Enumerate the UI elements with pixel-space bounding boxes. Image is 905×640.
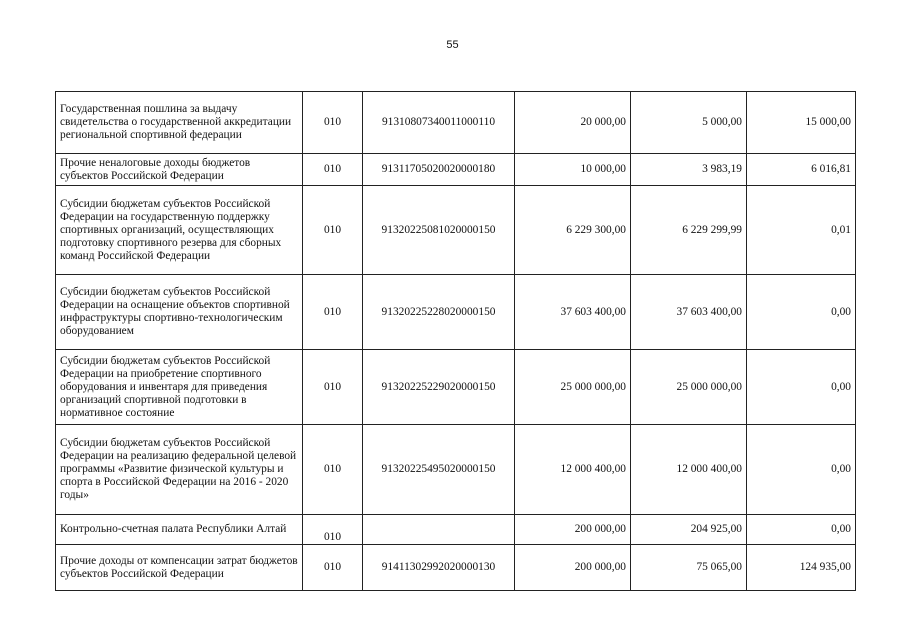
row-code: 010	[303, 275, 363, 350]
row-value-1: 10 000,00	[515, 154, 631, 186]
row-value-2: 5 000,00	[631, 92, 747, 154]
row-description: Субсидии бюджетам субъектов Российской Федерации на реализацию федеральной целевой программы «Развитие физической культуры и спорта в Российской Федерации на 2016 - 2020 годы»	[56, 425, 303, 515]
row-value-1: 12 000 400,00	[515, 425, 631, 515]
row-code: 010	[303, 92, 363, 154]
row-value-3: 0,00	[747, 275, 856, 350]
row-value-2: 3 983,19	[631, 154, 747, 186]
row-value-1: 37 603 400,00	[515, 275, 631, 350]
row-code: 010	[303, 186, 363, 275]
row-value-1: 20 000,00	[515, 92, 631, 154]
row-value-1: 6 229 300,00	[515, 186, 631, 275]
row-code: 010	[303, 350, 363, 425]
budget-table	[55, 91, 856, 591]
row-value-3: 6 016,81	[747, 154, 856, 186]
row-description: Субсидии бюджетам субъектов Российской Федерации на государственную поддержку спортивных организаций, осуществляющих подготовку спортивного резерва для сборных команд Российской Федерации	[56, 186, 303, 275]
row-description: Государственная пошлина за выдачу свидетельства о государственной аккредитации региональной спортивной федерации	[56, 92, 303, 154]
table-row	[56, 515, 856, 545]
row-classification-code: 91320225495020000150	[363, 425, 515, 515]
row-value-2: 6 229 299,99	[631, 186, 747, 275]
row-code: 010	[303, 154, 363, 186]
row-classification-code: 91320225081020000150	[363, 186, 515, 275]
table-row	[56, 425, 856, 515]
row-value-1: 200 000,00	[515, 545, 631, 591]
row-classification-code: 91310807340011000110	[363, 92, 515, 154]
table-row	[56, 186, 856, 275]
table-row	[56, 154, 856, 186]
row-value-3: 124 935,00	[747, 545, 856, 591]
row-classification-code: 91320225228020000150	[363, 275, 515, 350]
table-row	[56, 350, 856, 425]
row-code: 010	[303, 425, 363, 515]
row-code: 010	[303, 515, 363, 545]
row-value-3: 0,01	[747, 186, 856, 275]
row-description: Прочие неналоговые доходы бюджетов субъектов Российской Федерации	[56, 154, 303, 186]
row-value-3: 0,00	[747, 425, 856, 515]
table-row	[56, 545, 856, 591]
row-code: 010	[303, 545, 363, 591]
row-value-3: 0,00	[747, 350, 856, 425]
row-value-2: 37 603 400,00	[631, 275, 747, 350]
row-classification-code	[363, 515, 515, 545]
row-value-3: 15 000,00	[747, 92, 856, 154]
table-row	[56, 92, 856, 154]
row-description: Субсидии бюджетам субъектов Российской Федерации на оснащение объектов спортивной инфраструктуры спортивно-технологическим оборудованием	[56, 275, 303, 350]
row-description: Прочие доходы от компенсации затрат бюджетов субъектов Российской Федерации	[56, 545, 303, 591]
row-value-2: 25 000 000,00	[631, 350, 747, 425]
row-value-1: 200 000,00	[515, 515, 631, 545]
row-classification-code: 91411302992020000130	[363, 545, 515, 591]
row-classification-code: 91311705020020000180	[363, 154, 515, 186]
row-value-2: 204 925,00	[631, 515, 747, 545]
row-value-1: 25 000 000,00	[515, 350, 631, 425]
table-row	[56, 275, 856, 350]
row-value-3: 0,00	[747, 515, 856, 545]
row-classification-code: 91320225229020000150	[363, 350, 515, 425]
row-description: Контрольно-счетная палата Республики Алтай	[56, 515, 303, 545]
row-value-2: 12 000 400,00	[631, 425, 747, 515]
row-value-2: 75 065,00	[631, 545, 747, 591]
page-number: 55	[446, 39, 459, 51]
row-description: Субсидии бюджетам субъектов Российской Федерации на приобретение спортивного оборудования и инвентаря для приведения организаций спортивной подготовки в нормативное состояние	[56, 350, 303, 425]
